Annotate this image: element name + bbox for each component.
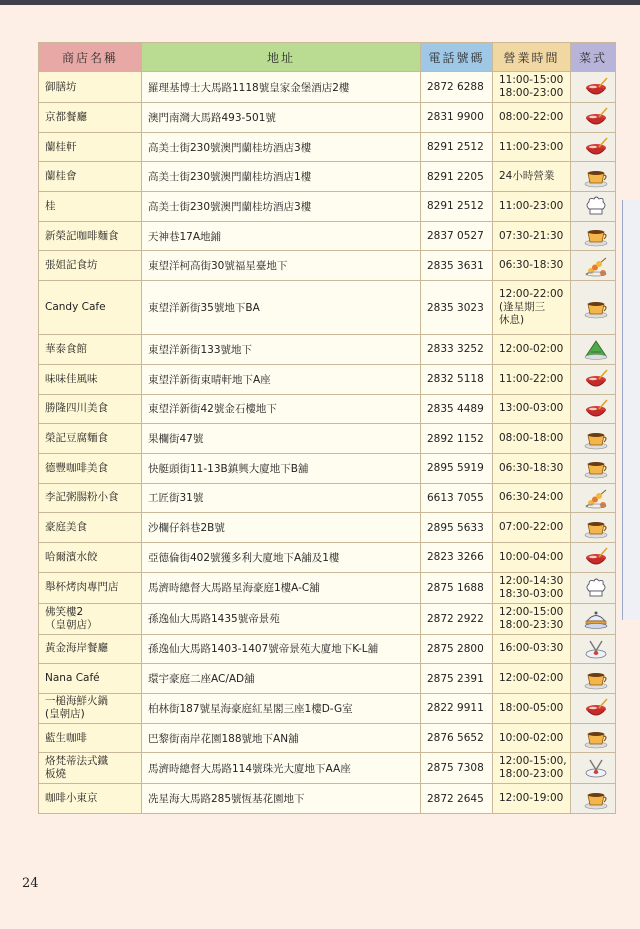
dish-cell: [571, 132, 616, 162]
table-row: [39, 221, 616, 251]
table-row: [39, 72, 616, 103]
chef-hat-icon: [583, 577, 609, 599]
shop-name: 味味佳風味: [39, 364, 142, 394]
shop-name: 咖啡小東京: [39, 784, 142, 814]
shop-address: 東望洋柯高街30號福星臺地下: [142, 251, 421, 281]
shop-hours: 12:00-02:00: [493, 664, 571, 694]
shop-name: 佛笑樓2 （皇朝店）: [39, 603, 142, 634]
shop-table: [38, 42, 616, 814]
table-row: [39, 694, 616, 724]
shop-name: 御膳坊: [39, 72, 142, 103]
side-accent: [623, 200, 640, 620]
knife-fork-icon: [583, 757, 609, 779]
table-row: [39, 132, 616, 162]
dish-cell: [571, 192, 616, 222]
shop-hours: 11:00-22:00: [493, 364, 571, 394]
dish-cell: [571, 103, 616, 133]
shop-name: 李記粥腸粉小食: [39, 483, 142, 513]
soup-bowl-icon: [583, 697, 609, 719]
dish-cell: [571, 281, 616, 335]
dish-cell: [571, 664, 616, 694]
table-row: [39, 483, 616, 513]
shop-phone: 2835 3631: [421, 251, 493, 281]
coffee-cup-icon: [583, 788, 609, 810]
dish-cell: [571, 784, 616, 814]
shop-phone: 2872 6288: [421, 72, 493, 103]
coffee-cup-icon: [583, 428, 609, 450]
shop-hours: 10:00-02:00: [493, 723, 571, 753]
shop-address: 羅理基博士大馬路1118號皇家金堡酒店2樓: [142, 72, 421, 103]
table-row: [39, 192, 616, 222]
table-row: [39, 513, 616, 543]
soup-bowl-icon: [583, 136, 609, 158]
shop-address: 高美士街230號澳門蘭桂坊酒店1樓: [142, 162, 421, 192]
shop-address: 天神巷17A地鋪: [142, 221, 421, 251]
shop-address: 冼星海大馬路285號恆基花園地下: [142, 784, 421, 814]
shop-address: 東望洋新街133號地下: [142, 335, 421, 365]
covered-dish-icon: [583, 608, 609, 630]
shop-name: 新榮記咖啡麵食: [39, 221, 142, 251]
coffee-cup-icon: [583, 517, 609, 539]
coffee-cup-icon: [583, 727, 609, 749]
shop-address: 沙欄仔斜巷2B號: [142, 513, 421, 543]
table-row: [39, 335, 616, 365]
shop-name: 京都餐廳: [39, 103, 142, 133]
dish-cell: [571, 753, 616, 784]
shop-name: 舉杯烤肉專門店: [39, 572, 142, 603]
table-header-row: [39, 43, 616, 72]
page-number: 24: [22, 876, 39, 891]
header-address: 地址: [142, 43, 421, 72]
shop-address: 澳門南灣大馬路493-501號: [142, 103, 421, 133]
dish-cell: [571, 634, 616, 664]
table-row: [39, 364, 616, 394]
shop-address: 環宇豪庭二座AC/AD舖: [142, 664, 421, 694]
table-row: [39, 723, 616, 753]
shop-address: 高美士街230號澳門蘭桂坊酒店3樓: [142, 192, 421, 222]
soup-bowl-icon: [583, 398, 609, 420]
shop-name: 張姐記食坊: [39, 251, 142, 281]
shop-address: 東望洋新街42號金石樓地下: [142, 394, 421, 424]
coffee-cup-icon: [583, 457, 609, 479]
shop-hours: 12:00-15:00, 18:00-23:00: [493, 753, 571, 784]
dish-cell: [571, 251, 616, 281]
shop-hours: 06:30-18:30: [493, 453, 571, 483]
shop-hours: 06:30-24:00: [493, 483, 571, 513]
dish-cell: [571, 513, 616, 543]
dish-cell: [571, 603, 616, 634]
shop-address: 巴黎街南岸花園188號地下AN舖: [142, 723, 421, 753]
shop-address: 柏林街187號星海豪庭紅星閣三座1樓D-G室: [142, 694, 421, 724]
shop-address: 孫逸仙大馬路1435號帝景苑: [142, 603, 421, 634]
shop-phone: 2875 2800: [421, 634, 493, 664]
table-row: [39, 572, 616, 603]
table-row: [39, 753, 616, 784]
coffee-cup-icon: [583, 225, 609, 247]
shop-name: Candy Cafe: [39, 281, 142, 335]
shop-hours: 08:00-18:00: [493, 424, 571, 454]
table-row: [39, 424, 616, 454]
shop-phone: 8291 2512: [421, 192, 493, 222]
shop-phone: 6613 7055: [421, 483, 493, 513]
soup-bowl-icon: [583, 106, 609, 128]
shop-name: 德豐咖啡美食: [39, 453, 142, 483]
shop-name: Nana Café: [39, 664, 142, 694]
table-row: [39, 784, 616, 814]
shop-name: 榮記豆腐麵食: [39, 424, 142, 454]
header-phone: 電話號碼: [421, 43, 493, 72]
shop-address: 馬濟時總督大馬路114號珠光大廈地下AA座: [142, 753, 421, 784]
shop-phone: 2833 3252: [421, 335, 493, 365]
shop-hours: 08:00-22:00: [493, 103, 571, 133]
shop-name: 黃金海岸餐廳: [39, 634, 142, 664]
table-row: [39, 453, 616, 483]
shop-name: 藍生咖啡: [39, 723, 142, 753]
coffee-cup-icon: [583, 668, 609, 690]
shop-name: 華泰食館: [39, 335, 142, 365]
shop-address: 高美士街230號澳門蘭桂坊酒店3樓: [142, 132, 421, 162]
shop-hours: 18:00-05:00: [493, 694, 571, 724]
dish-cell: [571, 572, 616, 603]
shop-phone: 2892 1152: [421, 424, 493, 454]
shop-phone: 2895 5919: [421, 453, 493, 483]
shop-phone: 2875 1688: [421, 572, 493, 603]
coffee-cup-icon: [583, 297, 609, 319]
soup-bowl-icon: [583, 76, 609, 98]
top-bar: [0, 0, 640, 5]
shop-phone: 8291 2512: [421, 132, 493, 162]
dish-cell: [571, 221, 616, 251]
shop-address: 快艇頭街11-13B鎮興大廈地下B舖: [142, 453, 421, 483]
shop-hours: 11:00-15:00 18:00-23:00: [493, 72, 571, 103]
table-row: [39, 251, 616, 281]
shop-name: 哈爾濱水餃: [39, 542, 142, 572]
header-dish: 菜式: [571, 43, 616, 72]
dish-cell: [571, 483, 616, 513]
shop-address: 孫逸仙大馬路1403-1407號帝景苑大廈地下K-L舖: [142, 634, 421, 664]
soup-bowl-icon: [583, 368, 609, 390]
header-hours: 營業時間: [493, 43, 571, 72]
dish-cell: [571, 453, 616, 483]
shop-phone: 2835 3023: [421, 281, 493, 335]
knife-fork-icon: [583, 638, 609, 660]
shop-phone: 8291 2205: [421, 162, 493, 192]
table-row: [39, 281, 616, 335]
table-row: [39, 162, 616, 192]
table-row: [39, 603, 616, 634]
shop-phone: 2875 2391: [421, 664, 493, 694]
skewer-icon: [583, 255, 609, 277]
shop-name: 桂: [39, 192, 142, 222]
shop-phone: 2872 2922: [421, 603, 493, 634]
shop-hours: 16:00-03:30: [493, 634, 571, 664]
shop-phone: 2822 9911: [421, 694, 493, 724]
shop-address: 亞德倫街402號獲多利大廈地下A舖及1樓: [142, 542, 421, 572]
shop-hours: 12:00-19:00: [493, 784, 571, 814]
dish-cell: [571, 72, 616, 103]
coffee-cup-icon: [583, 166, 609, 188]
shop-hours: 12:00-02:00: [493, 335, 571, 365]
shop-hours: 10:00-04:00: [493, 542, 571, 572]
shop-hours: 07:30-21:30: [493, 221, 571, 251]
shop-name: 一槌海鮮火鍋 (皇朝店): [39, 694, 142, 724]
shop-address: 馬濟時總督大馬路星海豪庭1樓A-C舖: [142, 572, 421, 603]
shop-address: 東望洋新街東晴軒地下A座: [142, 364, 421, 394]
shop-phone: 2823 3266: [421, 542, 493, 572]
shop-hours: 12:00-15:00 18:00-23:30: [493, 603, 571, 634]
shop-phone: 2832 5118: [421, 364, 493, 394]
shop-hours: 11:00-23:00: [493, 132, 571, 162]
shop-hours: 24小時營業: [493, 162, 571, 192]
table-row: [39, 542, 616, 572]
table-row: [39, 103, 616, 133]
dish-cell: [571, 723, 616, 753]
shop-phone: 2876 5652: [421, 723, 493, 753]
shop-phone: 2875 7308: [421, 753, 493, 784]
dish-cell: [571, 424, 616, 454]
shop-address: 果欄街47號: [142, 424, 421, 454]
dish-cell: [571, 542, 616, 572]
dish-cell: [571, 335, 616, 365]
table-row: [39, 664, 616, 694]
shop-phone: 2837 0527: [421, 221, 493, 251]
shop-address: 東望洋新街35號地下BA: [142, 281, 421, 335]
skewer-icon: [583, 487, 609, 509]
table-row: [39, 394, 616, 424]
dish-cell: [571, 364, 616, 394]
shop-phone: 2835 4489: [421, 394, 493, 424]
soup-bowl-icon: [583, 546, 609, 568]
shop-hours: 13:00-03:00: [493, 394, 571, 424]
shop-name: 豪庭美食: [39, 513, 142, 543]
shop-hours: 11:00-23:00: [493, 192, 571, 222]
header-name: 商店名稱: [39, 43, 142, 72]
dish-cell: [571, 394, 616, 424]
dish-cell: [571, 694, 616, 724]
shop-hours: 12:00-22:00 (逢星期三 休息): [493, 281, 571, 335]
shop-name: 蘭桂會: [39, 162, 142, 192]
table-row: [39, 634, 616, 664]
shop-hours: 06:30-18:30: [493, 251, 571, 281]
chef-hat-icon: [583, 195, 609, 217]
shop-phone: 2831 9900: [421, 103, 493, 133]
shop-name: 蘭桂軒: [39, 132, 142, 162]
shop-hours: 07:00-22:00: [493, 513, 571, 543]
shop-name: 烙梵蒂法式鐵 板燒: [39, 753, 142, 784]
shop-phone: 2895 5633: [421, 513, 493, 543]
shop-name: 勝隆四川美食: [39, 394, 142, 424]
shop-hours: 12:00-14:30 18:30-03:00: [493, 572, 571, 603]
shop-phone: 2872 2645: [421, 784, 493, 814]
shop-address: 工匠街31號: [142, 483, 421, 513]
dish-cell: [571, 162, 616, 192]
rice-dumpling-icon: [583, 338, 609, 360]
